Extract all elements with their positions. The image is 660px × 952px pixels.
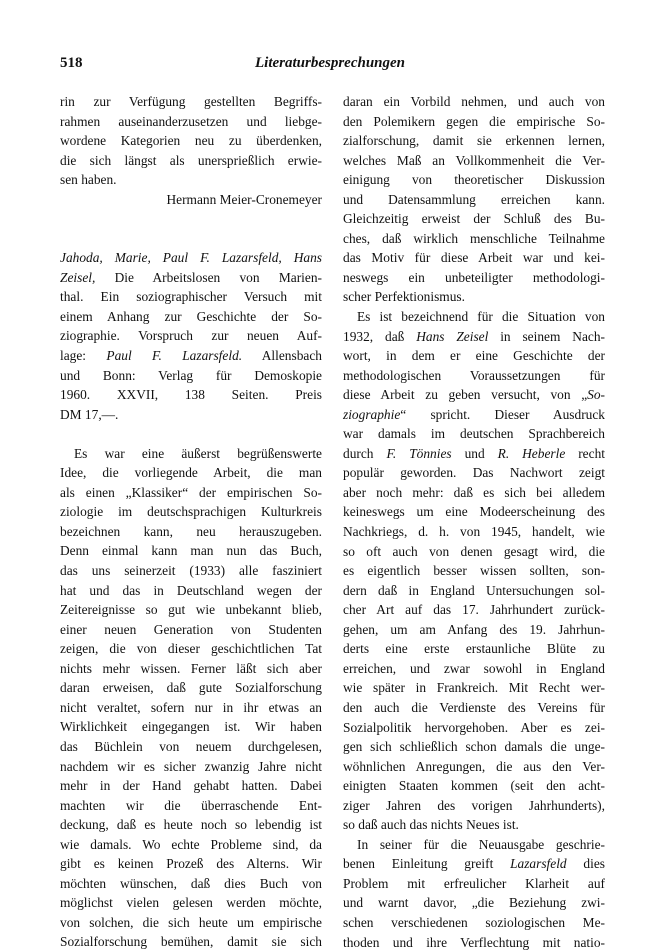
text-line: daran ein Vorbild nehmen, und auch von [343, 94, 605, 109]
citation-line: 1960. XXVII, 138 Seiten. Preis [60, 387, 322, 403]
text-line: einigung von theoretischer Diskussion [343, 172, 605, 188]
text-line: rin zur Verfügung gestellten Begriffs- [60, 94, 322, 109]
review-paragraph-3 [343, 835, 605, 952]
citation-line: und Bonn: Verlag für Demoskopie [60, 367, 322, 383]
text-line: wort, in dem er eine Geschichte der [343, 348, 605, 364]
text-line: Sozialpolitik hervorgehoben. Aber es zei- [343, 719, 605, 735]
text-line: rahmen auseinanderzusetzen und liebge- [60, 113, 322, 129]
text-line: Es ist bezeichnend für die Situation von [357, 309, 605, 325]
text-line [343, 854, 605, 874]
text-line: so daß auch das nichts Neues ist. [343, 817, 519, 833]
text-run: dies [566, 856, 605, 872]
text-line: machten wir die überraschende Ent- [60, 797, 322, 813]
page-number: 518 [60, 55, 83, 71]
text-line [343, 444, 605, 464]
citation-authors: Jahoda, Marie, Paul F. Lazarsfeld, Hans [60, 250, 322, 266]
text-line: aber noch mehr: daß es sich bei alledem [343, 484, 605, 500]
text-line: thoden und ihre Verflechtung mit natio- [343, 934, 605, 950]
section-gap [60, 209, 322, 248]
text-line: ches, daß wirklich menschliche Teilnahme [343, 230, 605, 246]
citation-line [60, 346, 322, 366]
text-line: gen sich schließlich schon damals die unge- [343, 739, 605, 755]
text-line: bezeichnen kann, neu herauszugeben. [60, 523, 322, 539]
citation-line: DM 17,—. [60, 406, 119, 422]
citation-authors: Zeisel, [60, 269, 96, 285]
text-line: nichts mehr wissen. Ferner läßt sich aber [60, 660, 322, 676]
text-line: von solchen, die sich heute um empirische [60, 914, 322, 930]
citation-line [60, 268, 322, 288]
text-line: Nachkriegs, d. h. von 1945, handelt, wie [343, 524, 605, 540]
text-line: hat und das in Deutschland wegen der [60, 582, 322, 598]
emphasized-term: ziographie [343, 406, 401, 422]
text-line: einigten Staaten kommen (seit den acht- [343, 778, 605, 794]
text-line: welches Maß an Vollkommenheit die Ver- [343, 152, 605, 168]
text-line: möchten wünschen, daß dies Buch von [60, 875, 322, 891]
text-line: den auch die Verdienste des Vereins für [343, 699, 605, 715]
text-run: und [451, 445, 498, 461]
citation-title: Die Arbeitslosen von Marien- [95, 269, 322, 285]
right-column [343, 92, 605, 952]
text-line: schen verschiedenen soziologischen Me- [343, 914, 605, 930]
text-run: diese Arbeit zu geben versucht, von „ [343, 387, 588, 403]
text-run: in seinem Nach- [488, 328, 605, 344]
text-line: Zeitereignisse so gut wie unbekannt blieb, [60, 602, 322, 618]
text-line: und Datensammlung erreichen kann. [343, 191, 605, 207]
review-paragraph-1 [343, 92, 605, 307]
text-line: wöhnlichen Anregungen, die aus den Ver- [343, 758, 605, 774]
citation-line [60, 248, 322, 268]
text-line: Wirklichkeit eingegangen ist. Wir haben [60, 719, 322, 735]
text-line: methodologischen Voraussetzungen für [343, 367, 605, 383]
citation-line: ziographie. Vorspruch zur neuen Auf- [60, 328, 322, 344]
citation-line: einem Anhang zur Geschichte der So- [60, 308, 322, 324]
text-line: und warnt davor, „die Beziehung zwi- [343, 895, 605, 911]
text-run: 1932, daß [343, 328, 417, 344]
text-line: In seiner für die Neuausgabe geschrie- [357, 836, 605, 852]
text-line: nicht veraltet, sofern nur in ihr etwas an [60, 699, 322, 715]
text-line: das Motiv für diese Arbeit war und kei- [343, 250, 605, 266]
text-line: die sich längst als unersprießlich erwie- [60, 152, 322, 168]
text-line: so oft auch von denen gesagt wird, die [343, 543, 605, 559]
text-line: sen haben. [60, 172, 117, 188]
text-line: das uns seinerzeit (1933) alle fasziniert [60, 563, 322, 579]
text-line: daran erweisen, daß gute Sozialforschung [60, 680, 322, 696]
text-line [343, 385, 605, 405]
text-line: dern daß in England Untersuchungen sol- [343, 582, 605, 598]
text-line: war damals im deutschen Sprachbereich [343, 426, 605, 442]
text-line: gehen, um am Anfang des 19. Jahrhun- [343, 621, 605, 637]
previous-review-ending [60, 92, 322, 190]
person-name: Hans Zeisel [416, 328, 489, 344]
text-line: Idee, die vorliegende Arbeit, die man [60, 465, 322, 481]
text-line: möglichst vielen gelesen werden möchte, [60, 895, 322, 911]
person-name: Lazarsfeld [510, 856, 567, 872]
text-run: durch [343, 445, 387, 461]
text-line: zialforschung, damit sie erkennen lernen, [343, 133, 605, 149]
book-citation [60, 248, 322, 424]
text-line: cher Art auf das 17. Jahrhundert zurück- [343, 602, 605, 618]
text-line: den Polemikern gegen die empirische So- [343, 113, 605, 129]
text-line: scher Perfektionismus. [343, 289, 465, 305]
text-line: Sozialforschung bemühen, damit sie sich [60, 934, 322, 950]
text-line: es eigentlich besser wissen sollten, son- [343, 563, 605, 579]
person-name: R. Heberle [497, 445, 566, 461]
text-line: wie später in Frankreich. Mit Recht wer- [343, 680, 605, 696]
person-name: F. Tönnies [386, 445, 452, 461]
text-line: deckung, daß es heute noch so lebendig ist [60, 817, 322, 833]
reviewer-signature: Hermann Meier-Cronemeyer [166, 191, 322, 207]
text-line: gibt es keinen Prozeß des Alterns. Wir [60, 856, 322, 872]
text-line: als einen „Klassiker“ der empirischen So- [60, 484, 322, 500]
text-line [343, 327, 605, 347]
citation-editor: Paul F. Lazarsfeld. [106, 348, 243, 364]
text-line: derts eine erste erstaunliche Blüte zu [343, 641, 605, 657]
citation-text: Allensbach [242, 348, 322, 364]
text-line [343, 405, 605, 425]
text-run: recht [565, 445, 605, 461]
left-column [60, 92, 322, 952]
text-line: nachdem wir es sicher zwanzig Jahre nicht [60, 758, 322, 774]
text-run: benen Einleitung greift [343, 856, 511, 872]
citation-line: thal. Ein soziographischer Versuch mit [60, 289, 322, 305]
text-line: Gleichzeitig erweist der Schluß des Bu- [343, 211, 605, 227]
text-line: neswegs ein unbeteiligter methodologi- [343, 269, 605, 285]
emphasized-term: So- [587, 387, 605, 403]
text-line: Problem mit erfreulicher Klarheit auf [343, 875, 605, 891]
section-gap [60, 424, 322, 444]
text-line: das Büchlein von neuem durchgelesen, [60, 738, 322, 754]
citation-text: lage: [60, 348, 107, 364]
running-head: Literaturbesprechungen [254, 55, 405, 71]
text-line: mehr in der Hand gehabt hatten. Dabei [60, 778, 322, 794]
text-line: Denn einmal kann man nun das Buch, [60, 543, 322, 559]
text-run: “ spricht. Dieser Ausdruck [400, 406, 605, 422]
text-line: wie damals. Wo echte Probleme sind, da [60, 836, 322, 852]
text-line: ziger Jahren des vorigen Jahrhunderts), [343, 797, 605, 813]
text-line: Es war eine äußerst begrüßenswerte [74, 445, 322, 461]
text-line: erreichen, und zwar sowohl in England [343, 660, 605, 676]
review-paragraph-2 [343, 307, 605, 835]
text-line: einer neuen Generation von Studenten [60, 621, 322, 637]
text-line: ziologie im deutschsprachigen Kulturkreis [60, 504, 322, 520]
text-line: wordene Kategorien neu zu überdenken, [60, 133, 322, 149]
review-body-left [60, 444, 322, 952]
text-line: zeigen, die von dieser geschichtlichen Tat [60, 641, 322, 657]
text-line: populär geworden. Das Nachwort zeigt [343, 465, 605, 481]
text-line: keineswegs um eine Modeerscheinung des [343, 504, 605, 520]
